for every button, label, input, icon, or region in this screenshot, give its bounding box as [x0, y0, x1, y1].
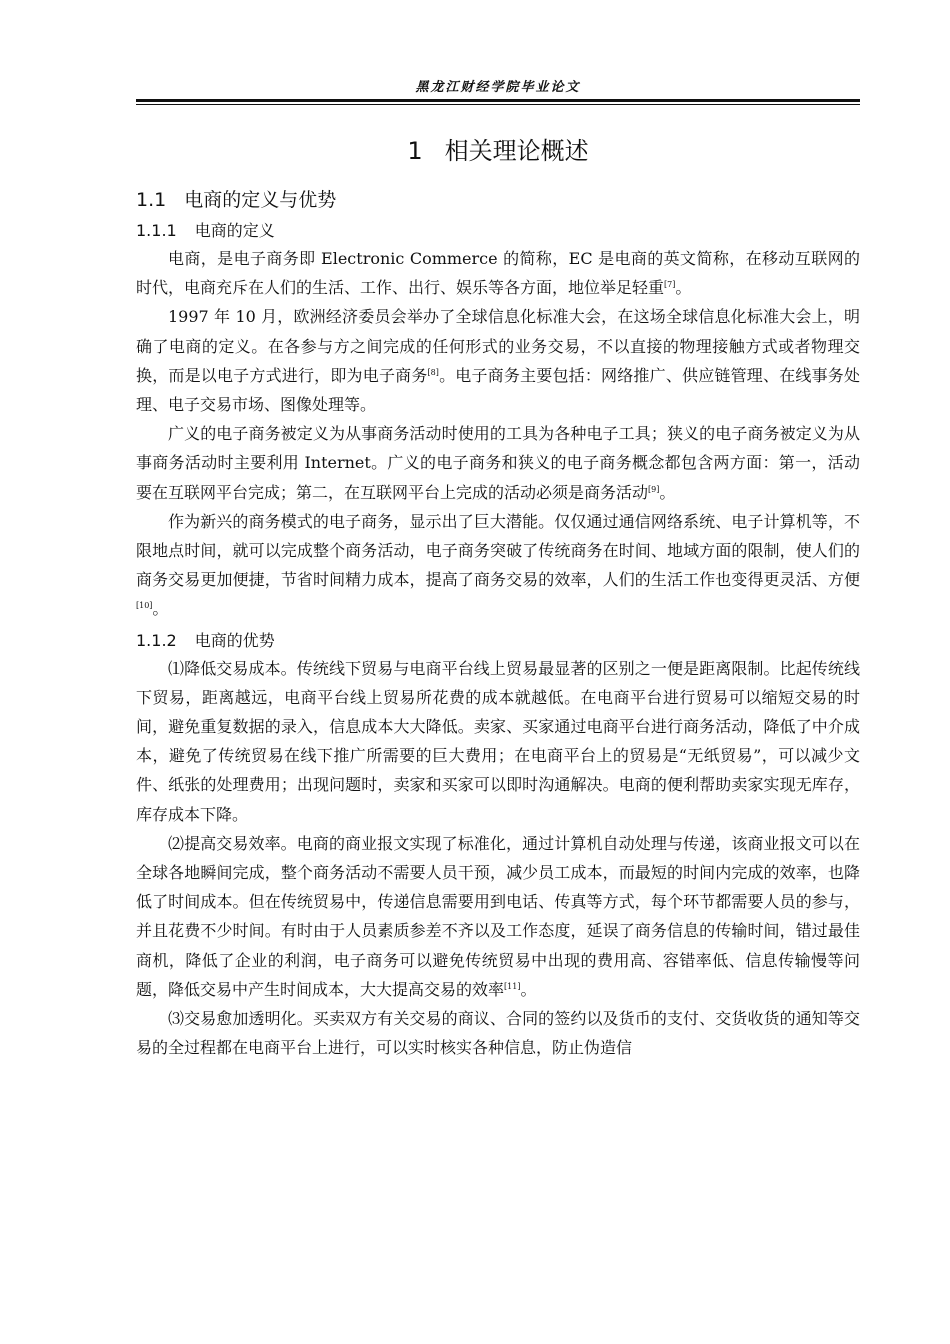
paragraph: 1997 年 10 月，欧洲经济委员会举办了全球信息化标准大会，在这场全球信息化标准大会上，明确了电商的定义。在各参与方之间完成的任何形式的业务交易，不以直接的物理接触方式或者物理交换，而是以电子方式进行，即为电子商务[8]。电子商务主要包括：网络推广、供应链管理、在线事务处理、电子交易市场、图像处理等。: [136, 307, 860, 415]
section-title: 电商的定义与优势: [184, 189, 337, 211]
chapter-number: 1: [407, 137, 423, 165]
citation: [10]: [136, 601, 153, 611]
page-body: [136, 128, 860, 1062]
section-number: 1.1: [136, 189, 167, 211]
paragraph: ⑵提高交易效率。电商的商业报文实现了标准化，通过计算机自动处理与传递，该商业报文可以在全球各地瞬间完成，整个商务活动不需要人员干预，减少员工成本，而最短的时间内完成的效率，也降低了时间成本。但在传统贸易中，传递信息需要用到电话、传真等方式，每个环节都需要人员的参与，并且花费不少时间。有时由于人员素质参差不齐以及工作态度，延误了商务信息的传输时间，错过最佳商机，降低了企业的利润，电子商务可以避免传统贸易中出现的费用高、容错率低、信息传输慢等问题，降低交易中产生时间成本，大大提高交易的效率[11]。: [136, 833, 860, 999]
section-heading: [136, 186, 860, 214]
subsection-heading-definition: [136, 218, 860, 244]
citation: [9]: [648, 484, 660, 494]
paragraph: ⑶交易愈加透明化。买卖双方有关交易的商议、合同的签约以及货币的支付、交货收货的通知等交易的全过程都在电商平台上进行，可以实时核实各种信息，防止伪造信: [136, 1009, 860, 1058]
header-rule-thin: [136, 104, 860, 105]
chapter-heading: [136, 128, 860, 174]
running-header: 黑龙江财经学院毕业论文: [415, 80, 581, 95]
paragraph: 广义的电子商务被定义为从事商务活动时使用的工具为各种电子工具；狭义的电子商务被定义为从事商务活动时主要利用 Internet。广义的电子商务和狭义的电子商务概念都包含两方面：第一，活动要在互联网平台完成；第二，在互联网平台上完成的活动必须是商务活动[9]。: [136, 424, 860, 502]
subsection-heading-advantages: [136, 628, 860, 654]
subsection-number: 1.1.2: [136, 630, 177, 650]
paragraph: 作为新兴的商务模式的电子商务，显示出了巨大潜能。仅仅通过通信网络系统、电子计算机等，不限地点时间，就可以完成整个商务活动，电子商务突破了传统商务在时间、地域方面的限制，使人们的商务交易更加便捷，节省时间精力成本，提高了商务交易的效率，人们的生活工作也变得更灵活、方便[10]。: [136, 511, 860, 619]
citation: [11]: [504, 981, 521, 991]
subsection-title: 电商的优势: [194, 630, 275, 650]
header-rule-thick: [136, 99, 860, 102]
chapter-title: 相关理论概述: [444, 137, 589, 165]
paragraph: 电商，是电子商务即 Electronic Commerce 的简称，EC 是电商的英文简称，在移动互联网的时代，电商充斥在人们的生活、工作、出行、娱乐等各方面，地位举足轻重[7]。: [136, 249, 860, 298]
subsection-number: 1.1.1: [136, 221, 177, 240]
paragraph: ⑴降低交易成本。传统线下贸易与电商平台线上贸易最显著的区别之一便是距离限制。比起传统线下贸易，距离越远，电商平台线上贸易所花费的成本就越低。在电商平台进行贸易可以缩短交易的时间，避免重复数据的录入，信息成本大大降低。卖家、买家通过电商平台进行商务活动，降低了中介成本，避免了传统贸易在线下推广所需要的巨大费用；在电商平台上的贸易是“无纸贸易”，可以减少文件、纸张的处理费用；出现问题时，卖家和买家可以即时沟通解决。电商的便利帮助卖家实现无库存，库存成本下降。: [136, 658, 860, 824]
citation: [7]: [664, 280, 676, 290]
subsection-title: 电商的定义: [194, 221, 275, 240]
citation: [8]: [427, 367, 439, 377]
